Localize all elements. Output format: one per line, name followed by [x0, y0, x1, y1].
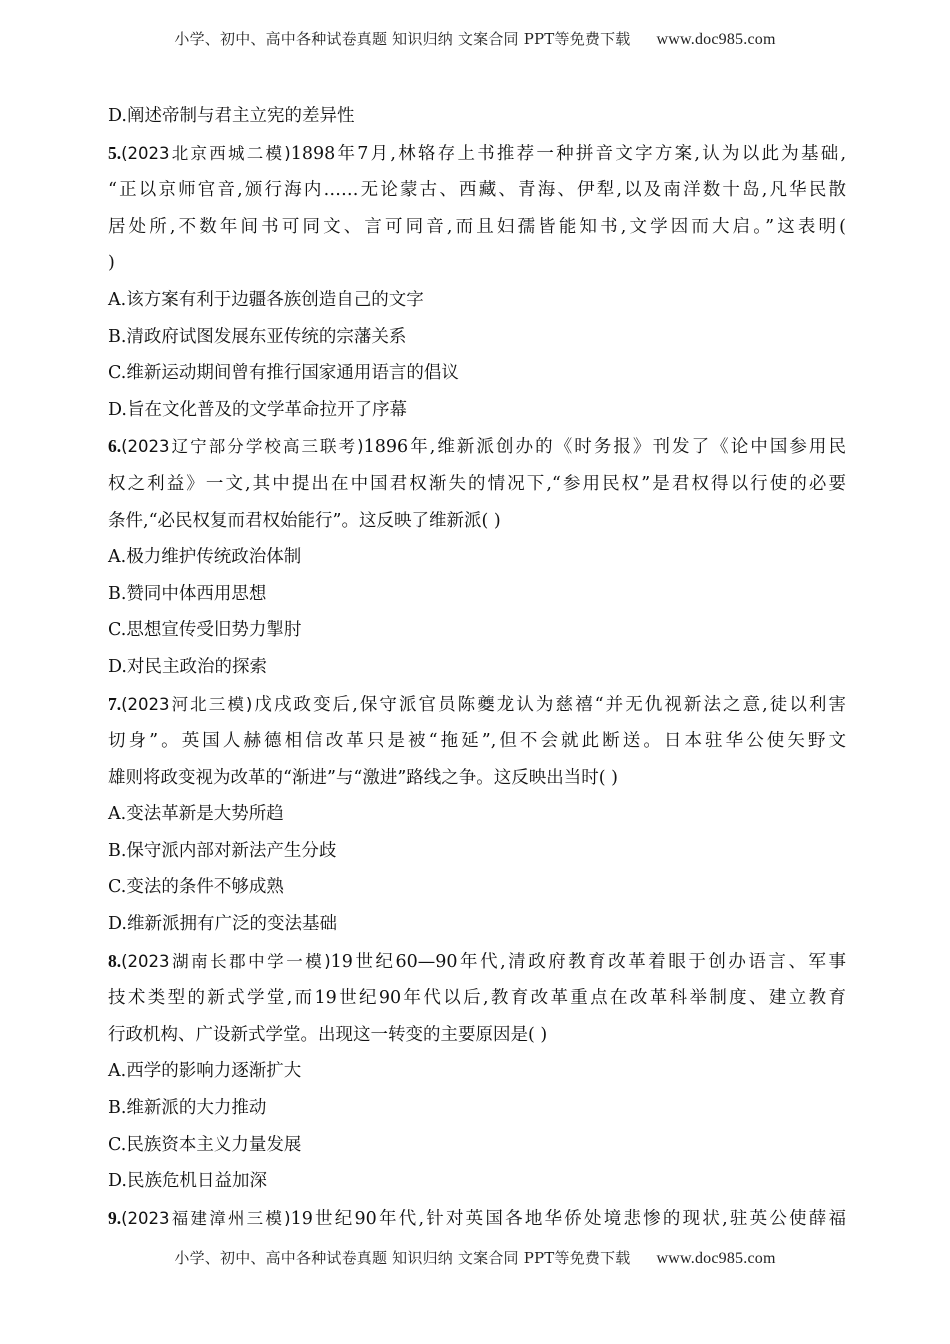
page-footer	[0, 1247, 950, 1268]
q7-option-d: D.维新派拥有广泛的变法基础	[108, 914, 337, 935]
q6-source: (2023辽宁部分学校高三联考)	[121, 437, 364, 457]
document-body	[108, 98, 846, 1237]
q5-number: 5.	[108, 142, 122, 163]
q8-option-a: A.西学的影响力逐渐扩大	[108, 1061, 302, 1082]
q5-option-d: D.旨在文化普及的文学革命拉开了序幕	[108, 399, 407, 420]
q6-option-c: C.思想宣传受旧势力掣肘	[108, 620, 302, 641]
q8-line-1: 8.(2023湖南长郡中学一模)19世纪60—90年代,清政府教育改革着眼于创办语言、军事	[108, 950, 846, 972]
q5-line-3: 居处所,不数年间书可同文、言可同音,而且妇孺皆能知书,文学因而大启。”这表明(	[108, 216, 846, 237]
q9-number: 9.	[108, 1207, 122, 1228]
q5-option-c: C.维新运动期间曾有推行国家通用语言的倡议	[108, 363, 459, 384]
q6-option-b: B.赞同中体西用思想	[108, 583, 267, 604]
q9-line-1: 9.(2023福建漳州三模)19世纪90年代,针对英国各地华侨处境悲惨的现状,驻英公使薛福	[108, 1207, 846, 1229]
header-text: 小学、初中、高中各种试卷真题 知识归纳 文案合同 PPT等免费下载	[174, 30, 631, 48]
q5-line-2: “正以京师官音,颁行海内……无论蒙古、西藏、青海、伊犁,以及南洋数十岛,凡华民散	[108, 180, 846, 201]
q6-line-2: 权之利益》一文,其中提出在中国君权渐失的情况下,“参用民权”是君权得以行使的必要	[108, 473, 846, 494]
q6-line-1: 6.(2023辽宁部分学校高三联考)1896年,维新派创办的《时务报》刊发了《论中国参用民	[108, 436, 846, 458]
q8-option-b: B.维新派的大力推动	[108, 1098, 267, 1119]
q5-option-b: B.清政府试图发展东亚传统的宗藩关系	[108, 326, 407, 347]
q7-option-b: B.保守派内部对新法产生分歧	[108, 840, 337, 861]
q5-source: (2023北京西城二模)	[121, 143, 291, 163]
q7-source: (2023河北三模)	[121, 694, 253, 714]
q7-option-c: C.变法的条件不够成熟	[108, 877, 284, 898]
q5-line-4: )	[108, 253, 115, 274]
q8-option-c: C.民族资本主义力量发展	[108, 1134, 302, 1155]
q5-option-a: A.该方案有利于边疆各族创造自己的文字	[108, 289, 424, 310]
q8-option-d: D.民族危机日益加深	[108, 1171, 267, 1192]
q7-line-3: 雄则将政变视为改革的“渐进”与“激进”路线之争。这反映出当时( )	[108, 767, 619, 788]
q6-line-3: 条件,“必民权复而君权始能行”。这反映了维新派( )	[108, 510, 501, 531]
q6-option-a: A.极力维护传统政治体制	[108, 547, 302, 568]
q6-option-d: D.对民主政治的探索	[108, 656, 267, 677]
q8-line-2: 技术类型的新式学堂,而19世纪90年代以后,教育改革重点在改革科举制度、建立教育	[108, 988, 846, 1009]
q8-number: 8.	[108, 950, 122, 971]
q5-line-1: 5.(2023北京西城二模)1898年7月,林辂存上书推荐一种拼音文字方案,认为以此为基础,	[108, 142, 847, 164]
footer-text: 小学、初中、高中各种试卷真题 知识归纳 文案合同 PPT等免费下载	[174, 1249, 631, 1267]
q7-line-2: 切身”。英国人赫德相信改革只是被“拖延”,但不会就此断送。日本驻华公使矢野文	[108, 731, 846, 752]
q7-option-a: A.变法革新是大势所趋	[108, 804, 284, 825]
page-header	[0, 28, 950, 49]
q8-source: (2023湖南长郡中学一模)	[121, 951, 331, 971]
q9-source: (2023福建漳州三模)	[121, 1208, 291, 1228]
q8-line-3: 行政机构、广设新式学堂。出现这一转变的主要原因是( )	[108, 1024, 548, 1045]
q7-number: 7.	[108, 693, 122, 714]
prev-option-d: D.阐述帝制与君主立宪的差异性	[108, 106, 355, 126]
q6-number: 6.	[108, 436, 122, 457]
header-site: www.doc985.com	[656, 31, 776, 48]
q7-line-1: 7.(2023河北三模)戊戌政变后,保守派官员陈夔龙认为慈禧“并无仇视新法之意,徒以利害	[108, 693, 846, 715]
footer-site: www.doc985.com	[656, 1250, 776, 1267]
